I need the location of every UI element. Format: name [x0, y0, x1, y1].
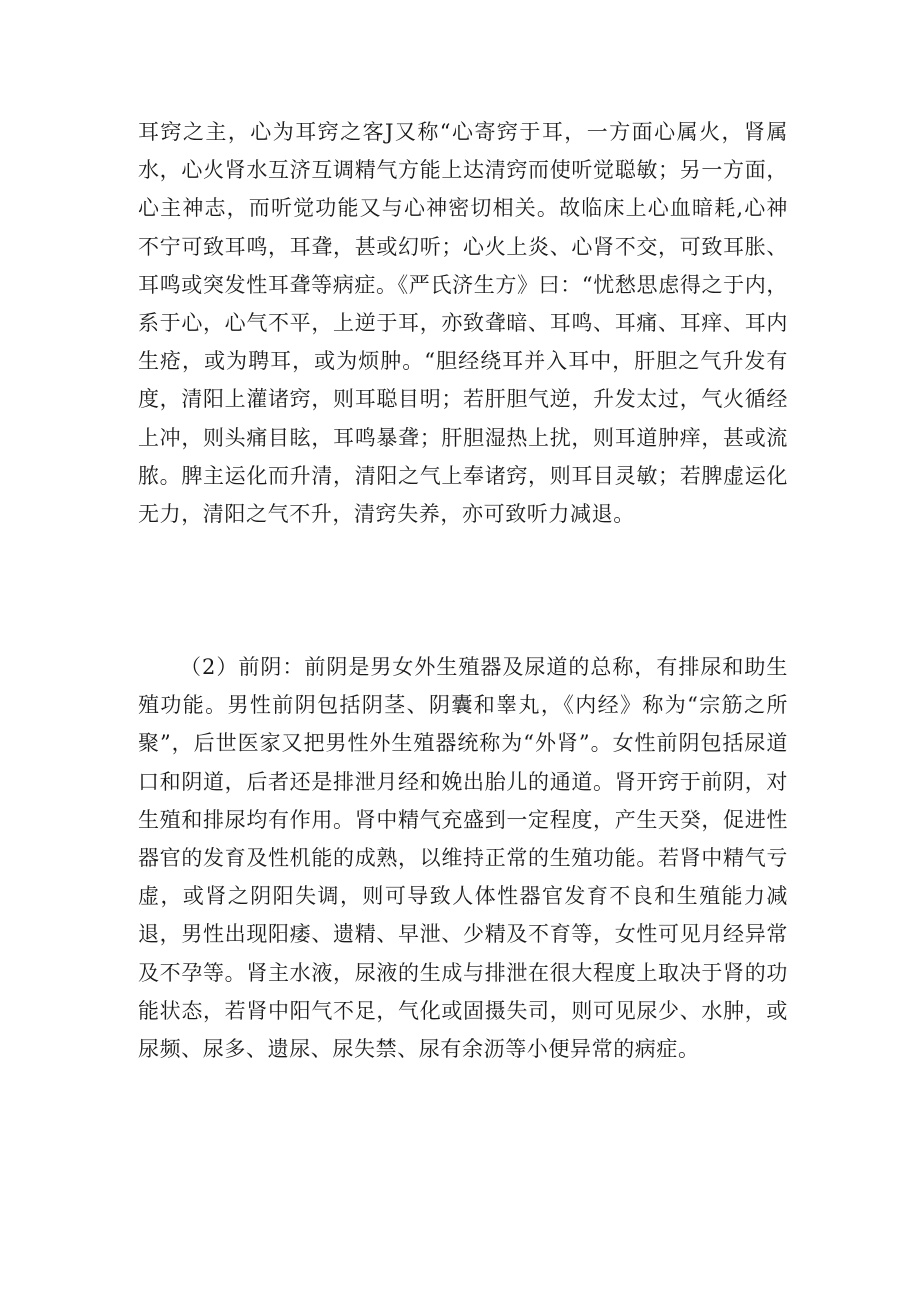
paragraph-anterior-yin: （2）前阴：前阴是男女外生殖器及尿道的总称，有排尿和助生殖功能。男性前阴包括阴茎、阴囊和睾丸，《内经》称为“宗筋之所聚”，后世医家又把男性外生殖器统称为“外肾”。女性前阴包括尿道口和阴道，后者还是排泄月经和娩出胎儿的通道。肾开窍于前阴，对生殖和排尿均有作用。肾中精气充盛到一定程度，产生天癸，促进性器官的发育及性机能的成熟，以维持正常的生殖功能。若肾中精气亏虚，或肾之阴阳失调，则可导致人体性器官发育不良和生殖能力减退，男性出现阳痿、遗精、早泄、少精及不育等，女性可见月经异常及不孕等。肾主水液，尿液的生成与排泄在很大程度上取决于肾的功能状态，若肾中阳气不足，气化或固摄失司，则可见尿少、水肿，或尿频、尿多、遗尿、尿失禁、尿有余沥等小便异常的病症。 [138, 655, 788, 1062]
paragraph-ear-heart-kidney: 耳窍之主，心为耳窍之客J又称“心寄窍于耳，一方面心属火，肾属水，心火肾水互济互调精气方能上达清窍而使听觉聪敏；另一方面，心主神志，而听觉功能又与心神密切相关。故临床上心血暗耗,心神不宁可致耳鸣，耳聋，甚或幻听；心火上炎、心肾不交，可致耳胀、耳鸣或突发性耳聋等病症。《严氏济生方》曰：“忧愁思虑得之于内，系于心，心气不平，上逆于耳，亦致聋暗、耳鸣、耳痛、耳痒、耳内生疮，或为聘耳，或为烦肿。“胆经绕耳并入耳中，肝胆之气升发有度，清阳上灌诸窍，则耳聪目明；若肝胆气逆，升发太过，气火循经上冲，则头痛目眩，耳鸣暴聋；肝胆湿热上扰，则耳道肿痒，甚或流脓。脾主运化而升清，清阳之气上奉诸窍，则耳目灵敏；若脾虚运化无力，清阳之气不升，清窍失养，亦可致听力减退。 [138, 120, 788, 527]
